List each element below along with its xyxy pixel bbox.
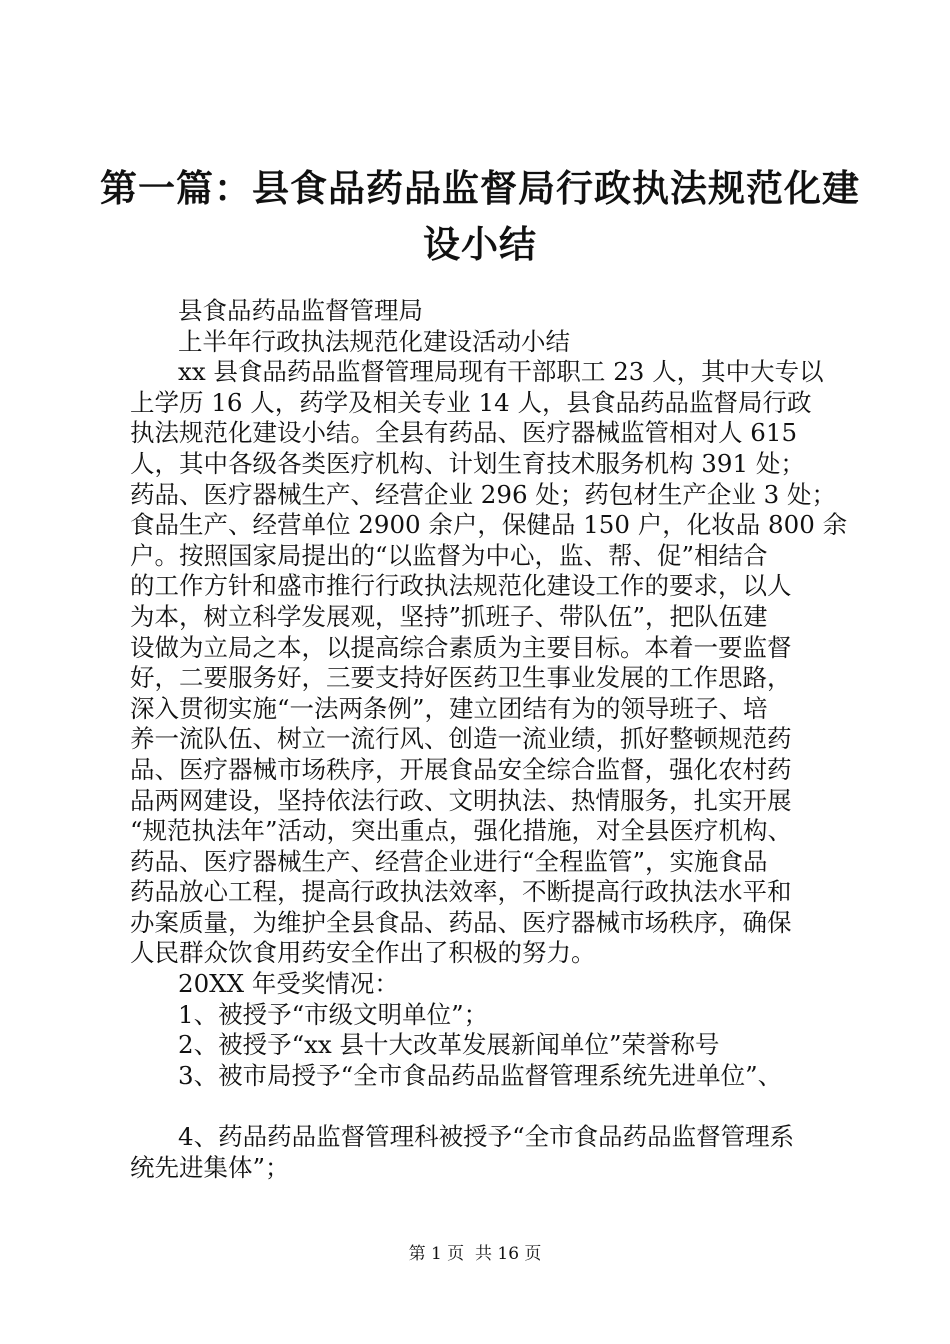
body-line: 20XX 年受奖情况： — [178, 969, 399, 999]
body-line: 上半年行政执法规范化建设活动小结 — [178, 326, 570, 356]
body-line: 品两网建设，坚持依法行政、文明执法、热情服务，扎实开展 — [130, 785, 792, 815]
body-line: “规范执法年”活动，突出重点，强化措施，对全县医疗机构、 — [130, 816, 793, 846]
body-line: 品、医疗器械市场秩序，开展食品安全综合监督，强化农村药 — [130, 754, 792, 784]
body-line: 的工作方针和盛市推行行政执法规范化建设工作的要求，以人 — [130, 571, 792, 601]
page-footer — [0, 1243, 950, 1265]
body-line: 执法规范化建设小结。全县有药品、医疗器械监管相对人 615 — [130, 418, 798, 448]
body-line: xx 县食品药品监督管理局现有干部职工 23 人，其中大专以 — [178, 357, 824, 387]
body-line: 4、药品药品监督管理科被授予“全市食品药品监督管理系 — [178, 1122, 795, 1152]
body-line: 2、被授予“xx 县十大改革发展新闻单位”荣誉称号 — [178, 1030, 720, 1060]
body-line: 人，其中各级各类医疗机构、计划生育技术服务机构 391 处； — [130, 448, 805, 478]
page-number: 第 1 页 共 16 页 — [408, 1244, 542, 1264]
body-line: 设做为立局之本，以提高综合素质为主要目标。本着一要监督 — [130, 632, 792, 662]
body-line: 深入贯彻实施“一法两条例”，建立团结有为的领导班子、培 — [130, 693, 768, 723]
body-line: 统先进集体”； — [130, 1152, 290, 1182]
body-line: 3、被市局授予“全市食品药品监督管理系统先进单位”、 — [178, 1060, 783, 1090]
body-line: 上学历 16 人，药学及相关专业 14 人，县食品药品监督局行政 — [130, 387, 812, 417]
body-line: 食品生产、经营单位 2900 余户，保健品 150 户，化妆品 800 余 — [130, 510, 848, 540]
body-line: 1、被授予“市级文明单位”； — [178, 999, 489, 1029]
title-line-1: 第一篇：县食品药品监督局行政执法规范化建 — [100, 166, 860, 210]
title-line-2: 设小结 — [423, 222, 537, 266]
body-line: 办案质量，为维护全县食品、药品、医疗器械市场秩序，确保 — [130, 907, 792, 937]
body-line: 养一流队伍、树立一流行风、创造一流业绩，抓好整顿规范药 — [130, 724, 792, 754]
body-line: 户。按照国家局提出的“以监督为中心，监、帮、促”相结合 — [130, 540, 768, 570]
body-line: 好，二要服务好，三要支持好医药卫生事业发展的工作思路， — [130, 663, 792, 693]
body-line: 人民群众饮食用药安全作出了积极的努力。 — [130, 938, 596, 968]
body-line: 药品、医疗器械生产、经营企业进行“全程监管”，实施食品 — [130, 846, 768, 876]
body-line: 药品、医疗器械生产、经营企业 296 处；药包材生产企业 3 处； — [130, 479, 836, 509]
document-title — [100, 160, 860, 272]
blank-line — [130, 1091, 832, 1122]
body-line: 为本，树立科学发展观，坚持”抓班子、带队伍”，把队伍建 — [130, 601, 768, 631]
document-body — [130, 296, 848, 1183]
body-line: 县食品药品监督管理局 — [178, 296, 423, 325]
body-line: 药品放心工程，提高行政执法效率，不断提高行政执法水平和 — [130, 877, 792, 907]
